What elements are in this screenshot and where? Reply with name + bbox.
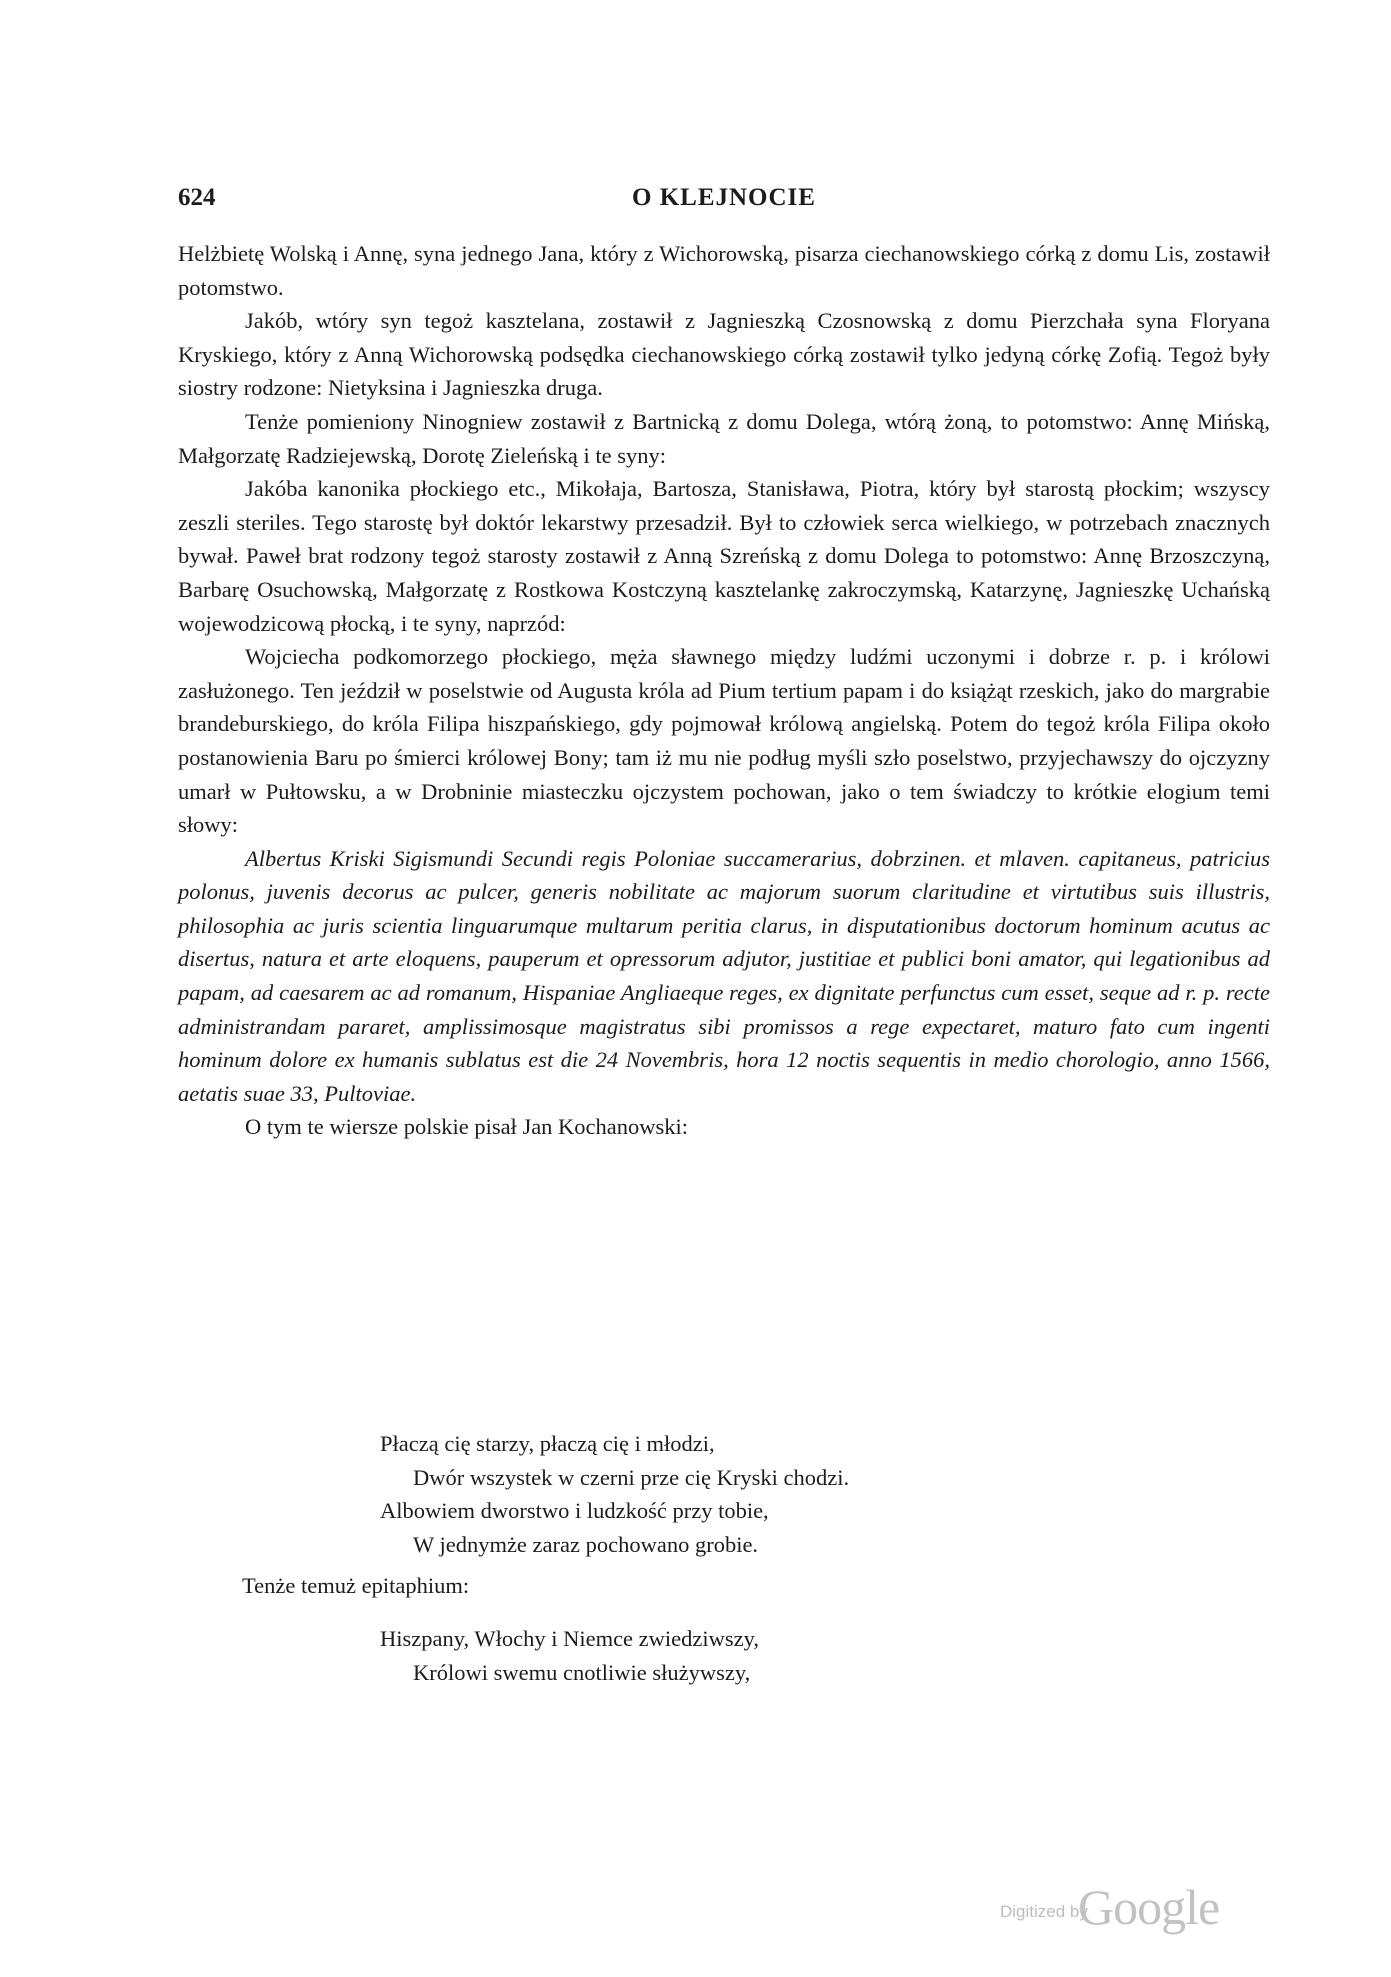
paragraph-5: Wojciecha podkomorzego płockiego, męża sławnego między ludźmi uczonymi i dobrze r. p. i królowi zasłużonego. Ten jeździł w poselstwie od Augusta króla ad Pium tertium papam i do książąt rzeskich, jako do margrabie brandeburskiego, do króla Filipa hiszpańskiego, gdy pojmował królową angielską. Potem do tegoż króla Filipa około postanowienia Baru po śmierci królowej Bony; tam iż mu nie podług myśli szło poselstwo, przyjechawszy do ojczyzny umarł w Pułtowsku, a w Drobninie miasteczku ojczystem pochowan, jako o tem świadczy to krótkie elogium temi słowy:: [178, 644, 1270, 838]
verse-line: Płaczą cię starzy, płaczą cię i młodzi,: [380, 1431, 715, 1456]
latin-elogium: Albertus Kriski Sigismundi Secundi regis Poloniae succamerarius, dobrzinen. et mlaven. capitaneus, patricius polonus, juvenis decorus ac pulcer, generis nobilitate ac majorum suorum claritudine et virtutibus suis illustris, philosophia ac juris scientia linguarumque multarum peritia clarus, in disputationibus doctorum hominum acutus ac disertus, natura et arte eloquens, pauperum et opressorum adjutor, justitiae et publici boni amator, qui legationibus ad papam, ad caesarem ac ad romanum, Hispaniae Angliaeque reges, ex dignitate perfunctus cum esset, seque ad r. p. recte administrandam pararet, amplissimosque magistratus sibi promissos a rege expectaret, maturo fato cum ingenti hominum dolore ex humanis sublatus est die 24 Novembris, hora 12 noctis sequentis in medio chorologio, anno 1566, aetatis suae 33, Pultoviae.: [178, 845, 1270, 1106]
paragraph-1: Helżbietę Wolską i Annę, syna jednego Jana, który z Wichorowską, pisarza ciechanowskiego córką z domu Lis, zostawił potomstwo.: [178, 241, 1270, 300]
page-number: 624: [178, 184, 216, 211]
google-logo: Google: [1078, 1879, 1220, 1935]
verse-line: Dwór wszystek w czerni prze cię Kryski chodzi.: [413, 1464, 850, 1490]
epitaph-intro: [242, 1569, 469, 1603]
verse-line: Albowiem dworstwo i ludzkość przy tobie,: [380, 1498, 769, 1524]
running-title: O KLEJNOCIE: [632, 184, 816, 211]
epitaph-intro-text: Tenże temuż epitaphium:: [242, 1573, 470, 1598]
paragraph-4: Jakóba kanonika płockiego etc., Mikołaja, Bartosza, Stanisława, Piotra, który był starostą płockim; wszyscy zeszli steriles. Tego starostę był doktór lekarstwy przesadził. Był to człowiek serca wielkiego, w potrzebach znacznych bywał. Paweł brat rodzony tegoż starosty zostawił z Anną Szreńską z domu Dolega to potomstwo: Annę Brzoszczyną, Barbarę Osuchowską, Małgorzatę z Rostkowa Kostczyną kasztelankę zakroczymską, Katarzynę, Jagnieszkę Uchańską wojewodzicową płocką, i te syny, naprzód:: [178, 476, 1270, 636]
verse-line: Hiszpany, Włochy i Niemce zwiedziwszy,: [380, 1626, 760, 1651]
paragraph-kochanowski-intro: O tym te wiersze polskie pisał Jan Kochanowski:: [245, 1114, 689, 1140]
paragraph-3: Tenże pomieniony Ninogniew zostawił z Bartnicką z domu Dolega, wtórą żoną, to potomstwo: Annę Mińską, Małgorzatę Radziejewską, Dorotę Zieleńską i te syny:: [178, 408, 1270, 468]
page-header: [178, 184, 1270, 224]
verse-line: Królowi swemu cnotliwie służywszy,: [413, 1659, 751, 1685]
verse-line: W jednymże zaraz pochowano grobie.: [413, 1531, 759, 1557]
paragraph-2: Jakób, wtóry syn tegoż kasztelana, zostawił z Jagnieszką Czosnowską z domu Pierzchała syna Floryana Kryskiego, który z Anną Wichorowską podsędka ciechanowskiego córką zostawił tylko jedyną córkę Zofią. Tegoż były siostry rodzone: Nietyksina i Jagnieszka druga.: [178, 308, 1270, 401]
verse-block-1: [380, 1427, 849, 1561]
watermark-prefix: Digitized by: [1000, 1902, 1088, 1921]
verse-block-2: [380, 1622, 759, 1689]
page-body: [178, 237, 1270, 1144]
google-watermark: [1000, 1878, 1260, 1935]
